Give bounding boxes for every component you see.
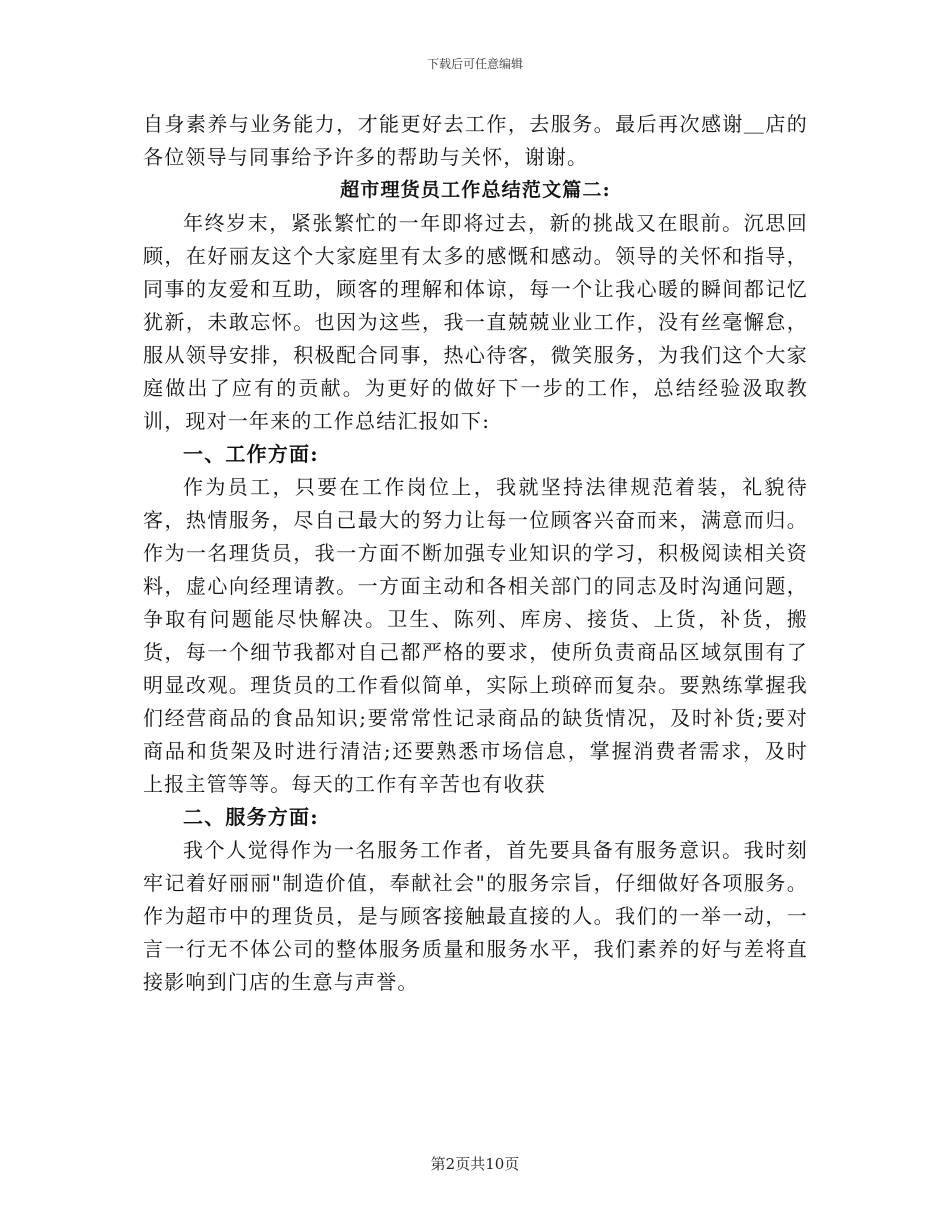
section-2-paragraph: 我个人觉得作为一名服务工作者，首先要具备有服务意识。我时刻牢记着好丽丽"制造价值，奉献社会"的服务宗旨，仔细做好各项服务。作为超市中的理货员，是与顾客接触最直接的人。我们的一举一动，一言一行无不体公司的整体服务质量和服务水平，我们素养的好与差将直接影响到门店的生意与声誉。 [143,838,808,994]
section-1-heading: 一、工作方面: [183,442,319,466]
section-1-paragraph: 作为员工，只要在工作岗位上，我就坚持法律规范着装，礼貌待客，热情服务，尽自己最大的努力让每一位顾客兴奋而来，满意而归。作为一名理货员，我一方面不断加强专业知识的学习，积极阅读相关资料，虚心向经理请教。一方面主动和各相关部门的同志及时沟通问题，争取有问题能尽快解决。卫生、陈列、库房、接货、上货，补货，搬货，每一个细节我都对自己都严格的要求，使所负责商品区域氛围有了明显改观。理货员的工作看似简单，实际上琐碎而复杂。要熟练掌握我们经营商品的食品知识;要常常性记录商品的缺货情况，及时补货;要对商品和货架及时进行清洁;还要熟悉市场信息，掌握消费者需求，及时上报主管等等。每天的工作有辛苦也有收获 [143,475,808,796]
page-number-footer: 第2页共10页 [430,1155,520,1173]
continuation-paragraph: 自身素养与业务能力，才能更好去工作，去服务。最后再次感谢＿店的各位领导与同事给予许多的帮助与关怀，谢谢。 [143,112,808,169]
document-body [143,108,808,999]
document-title: 超市理货员工作总结范文篇二: [340,179,611,201]
intro-paragraph: 年终岁末，紧张繁忙的一年即将过去，新的挑战又在眼前。沉思回顾，在好丽友这个大家庭里有太多的感慨和感动。领导的关怀和指导，同事的友爱和互助，顾客的理解和体谅，每一个让我心暖的瞬间都记忆犹新，未敢忘怀。也因为这些，我一直兢兢业业工作，没有丝毫懈怠，服从领导安排，积极配合同事，热心待客，微笑服务，为我们这个大家庭做出了应有的贡献。为更好的做好下一步的工作，总结经验汲取教训，现对一年来的工作总结汇报如下: [143,211,808,433]
page-header-note: 下载后可任意编辑 [426,57,523,71]
section-2-heading: 二、服务方面: [183,805,319,829]
